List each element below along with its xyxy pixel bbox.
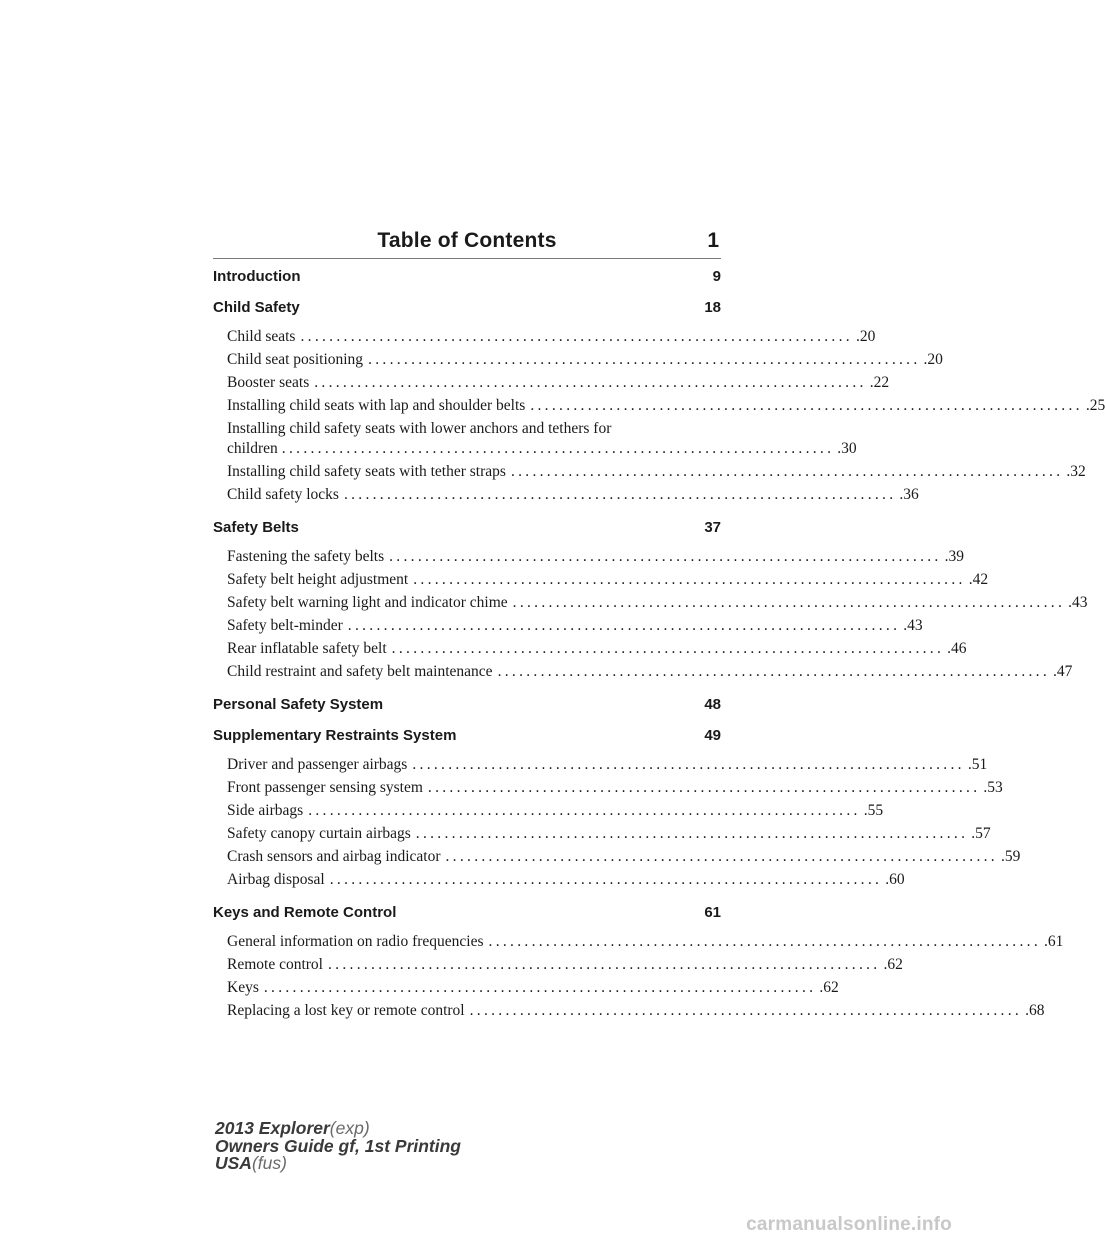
- toc-entry[interactable]: [227, 548, 964, 571]
- dot-leader: .............................................................................: [281, 440, 835, 457]
- toc-entry-page: .68: [1025, 1002, 1045, 1019]
- document-footer: [215, 1120, 461, 1173]
- dot-leader: .............................................................................: [329, 871, 883, 888]
- toc-entry[interactable]: [227, 594, 1088, 617]
- toc-entry-label: Safety canopy curtain airbags: [227, 825, 411, 842]
- toc-entry-label: Child seat positioning: [227, 351, 364, 368]
- watermark: carmanualsonline.info: [746, 1214, 952, 1235]
- toc-chapter-title: Supplementary Restraints System: [213, 727, 457, 744]
- dot-leader: .............................................................................: [497, 663, 1051, 680]
- dot-leader: .............................................................................: [391, 640, 945, 657]
- toc-entry-page: .25: [1085, 397, 1105, 414]
- toc-entry-page: .42: [968, 571, 989, 588]
- dot-leader: .............................................................................: [415, 825, 969, 842]
- dot-leader: .............................................................................: [510, 463, 1064, 480]
- toc-entry-label: Front passenger sensing system: [227, 779, 423, 796]
- toc-entry-page: .30: [837, 440, 857, 457]
- toc-chapter[interactable]: [213, 696, 721, 717]
- toc-chapter-page: 49: [704, 727, 721, 744]
- toc-chapter-page: 9: [712, 268, 721, 285]
- toc-entry-page: .43: [903, 617, 923, 634]
- toc-entry[interactable]: [227, 756, 988, 779]
- toc-chapter-page: 18: [704, 299, 721, 316]
- toc-entry-label: Installing child safety seats with lower anchors and tethers for: [227, 420, 612, 437]
- toc-entry[interactable]: [227, 663, 1073, 686]
- toc-entry[interactable]: [227, 956, 903, 979]
- toc-entry[interactable]: [227, 420, 857, 463]
- toc-entry-page: .22: [869, 374, 890, 391]
- toc-entry-page: .36: [899, 486, 919, 503]
- toc-entry[interactable]: [227, 640, 967, 663]
- table-of-contents: [213, 268, 1105, 1025]
- toc-chapter-page: 61: [704, 904, 721, 921]
- toc-entry-label-continued: children: [227, 440, 278, 457]
- dot-leader: .............................................................................: [368, 351, 921, 368]
- toc-entry-page: .43: [1068, 594, 1088, 611]
- toc-chapter-title: Safety Belts: [213, 519, 299, 536]
- toc-entry-label: Child restraint and safety belt maintenance: [227, 663, 493, 680]
- toc-entry-list: [213, 933, 1064, 1025]
- dot-leader: .............................................................................: [343, 486, 897, 503]
- toc-entry-label: Safety belt warning light and indicator chime: [227, 594, 508, 611]
- toc-entry-page: .20: [923, 351, 943, 368]
- dot-leader: .............................................................................: [347, 617, 901, 634]
- toc-entry-label: Keys: [227, 979, 259, 996]
- toc-entry[interactable]: [227, 933, 1064, 956]
- toc-entry[interactable]: [227, 374, 890, 397]
- toc-chapter-title: Child Safety: [213, 299, 300, 316]
- toc-chapter[interactable]: [213, 727, 721, 748]
- toc-chapter-page: 37: [704, 519, 721, 536]
- dot-leader: .............................................................................: [488, 933, 1041, 950]
- toc-entry[interactable]: [227, 979, 839, 1002]
- toc-entry-label: Booster seats: [227, 374, 310, 391]
- dot-leader: .............................................................................: [530, 397, 1083, 414]
- toc-entry-label: Child seats: [227, 328, 296, 345]
- toc-chapter[interactable]: [213, 299, 721, 320]
- toc-chapter-page: 48: [704, 696, 721, 713]
- toc-entry[interactable]: [227, 571, 989, 594]
- toc-chapter-title: Keys and Remote Control: [213, 904, 397, 921]
- toc-entry-page: .47: [1053, 663, 1073, 680]
- dot-leader: .............................................................................: [308, 802, 861, 819]
- toc-entry[interactable]: [227, 779, 1003, 802]
- dot-leader: .............................................................................: [427, 779, 981, 796]
- toc-entry-label: Side airbags: [227, 802, 304, 819]
- page-header: [213, 226, 721, 259]
- toc-entry-page: .61: [1044, 933, 1064, 950]
- toc-entry-page: .55: [863, 802, 884, 819]
- toc-entry-page: .60: [885, 871, 905, 888]
- toc-entry-list: [213, 548, 1088, 686]
- toc-entry-label: General information on radio frequencies: [227, 933, 484, 950]
- toc-entry-page: .53: [983, 779, 1003, 796]
- toc-entry[interactable]: [227, 463, 1086, 486]
- footer-model-code: (exp): [329, 1118, 370, 1138]
- toc-entry[interactable]: [227, 871, 905, 894]
- dot-leader: .............................................................................: [300, 328, 853, 345]
- dot-leader: .............................................................................: [412, 756, 965, 773]
- footer-model-line: [215, 1120, 461, 1138]
- dot-leader: .............................................................................: [445, 848, 998, 865]
- dot-leader: .............................................................................: [413, 571, 966, 588]
- toc-entry[interactable]: [227, 848, 1021, 871]
- toc-entry-page: .57: [971, 825, 991, 842]
- toc-entry[interactable]: [227, 397, 1105, 420]
- toc-chapter-title: Introduction: [213, 268, 301, 285]
- page-title: Table of Contents: [377, 229, 557, 252]
- dot-leader: .............................................................................: [263, 979, 817, 996]
- toc-entry[interactable]: [227, 486, 919, 509]
- toc-entry-label: Airbag disposal: [227, 871, 325, 888]
- toc-entry-label: Driver and passenger airbags: [227, 756, 408, 773]
- toc-entry[interactable]: [227, 825, 991, 848]
- toc-entry-page: .46: [947, 640, 967, 657]
- toc-entry-page: .62: [883, 956, 903, 973]
- toc-entry-page: .20: [855, 328, 876, 345]
- toc-entry-list: [213, 756, 1021, 894]
- toc-entry[interactable]: [227, 328, 876, 351]
- toc-entry-label: Fastening the safety belts: [227, 548, 385, 565]
- toc-entry-label: Remote control: [227, 956, 323, 973]
- dot-leader: .............................................................................: [328, 956, 881, 973]
- page-number: 1: [707, 229, 719, 252]
- toc-entry-label: Safety belt-minder: [227, 617, 343, 634]
- footer-market-line: [215, 1155, 461, 1173]
- toc-entry[interactable]: [227, 617, 923, 640]
- footer-market-code: (fus): [251, 1153, 287, 1173]
- toc-chapter[interactable]: [213, 904, 721, 925]
- toc-chapter-title: Personal Safety System: [213, 696, 384, 713]
- dot-leader: .............................................................................: [314, 374, 867, 391]
- toc-entry-label: Replacing a lost key or remote control: [227, 1002, 465, 1019]
- toc-chapter[interactable]: [213, 268, 721, 289]
- footer-model: 2013 Explorer: [215, 1118, 330, 1138]
- toc-entry-list: [213, 328, 1105, 509]
- toc-entry-label: Crash sensors and airbag indicator: [227, 848, 441, 865]
- toc-entry[interactable]: [227, 1002, 1045, 1025]
- toc-entry[interactable]: [227, 802, 884, 825]
- footer-market: USA: [215, 1153, 252, 1173]
- toc-entry-page: .51: [967, 756, 988, 773]
- toc-entry-page: .59: [1000, 848, 1021, 865]
- toc-chapter[interactable]: [213, 519, 721, 540]
- toc-entry-page: .62: [819, 979, 839, 996]
- toc-entry-page: .32: [1066, 463, 1086, 480]
- dot-leader: .............................................................................: [389, 548, 942, 565]
- toc-entry-label: Installing child safety seats with tether straps: [227, 463, 506, 480]
- footer-guide-line: Owners Guide gf, 1st Printing: [215, 1135, 461, 1156]
- toc-entry-label: Rear inflatable safety belt: [227, 640, 387, 657]
- toc-entry-label: Safety belt height adjustment: [227, 571, 409, 588]
- toc-entry-label: Child safety locks: [227, 486, 339, 503]
- dot-leader: .............................................................................: [512, 594, 1066, 611]
- dot-leader: .............................................................................: [469, 1002, 1023, 1019]
- toc-entry[interactable]: [227, 351, 943, 374]
- toc-entry-label: Installing child seats with lap and shoulder belts: [227, 397, 526, 414]
- toc-entry-page: .39: [944, 548, 964, 565]
